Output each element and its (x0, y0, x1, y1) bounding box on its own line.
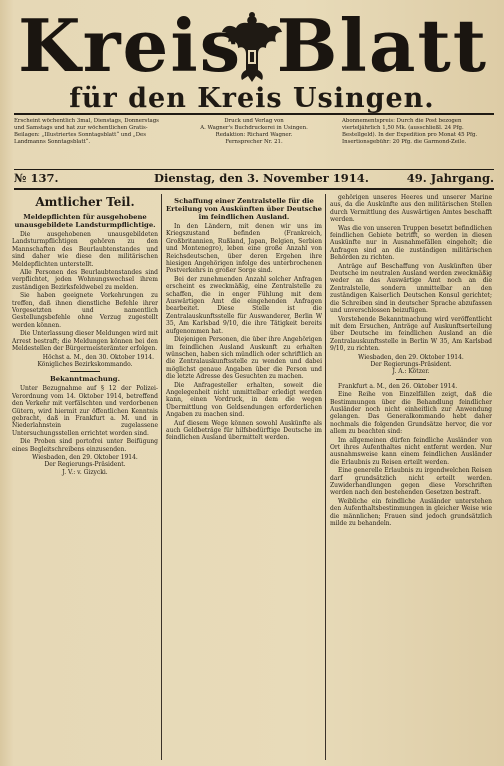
article-paragraph: Auf diesem Wege können sowohl Auskünfte als auch Geldbeträge für hilfsbedürftige Deutsche im feindlichen Ausland übermittelt werden. (166, 419, 322, 442)
volume-year: 49. Jahrgang. (406, 171, 494, 185)
masthead-subtitle: für den Kreis Usingen. (69, 83, 435, 114)
subscription-info: Abonnementspreis: Durch die Post bezogen vierteljährlich 1,50 Mk. (ausschließl. 24 Pfg. Bestellgeld). In der Expedition pro Monat 45 Pfg. Insertionsgebühr: 20 Pfg. die Garmond-Zeile. (342, 118, 478, 145)
dateline (14, 170, 494, 190)
publication-schedule: Erscheint wöchentlich 3mal, Dienstags, Donnerstags und Samstags und hat zur wöchentlichen Gratis-Beilagen: „Illustriertes Sonntagsblatt“ und „Des Landmanns Sonntagsblatt“. (14, 118, 159, 145)
publisher-info (174, 118, 334, 146)
article-heading: Schaffung einer Zentralstelle für die Erteilung von Auskünften über Deutsche im feindlichen Ausland. (166, 197, 322, 221)
article-signature-name: J. A.: Kötzer. (392, 368, 430, 376)
article-signature-date: Höchst a. M., den 30. Oktober 1914. (42, 353, 154, 361)
article-separator (396, 379, 426, 380)
column-right (330, 194, 492, 762)
article-paragraph: Eine generelle Erlaubnis zu irgendwelchen Reisen darf grundsätzlich nicht erteilt werden. Zuwiderhandlungen gegen diese Vorschriften werden nach den bestehenden Gesetzen bestraft. (330, 467, 492, 497)
article-signature-authority: Der Regierungs-Präsident. (44, 461, 126, 469)
article-paragraph: In den Ländern, mit denen wir uns im Kriegszustand befinden (Frankreich, Großbritannien, Rußland, Japan, Belgien, Serbien und Montenegro), leben eine große Anzahl von Reichsdeutschen, über deren Ergehen ihre hiesigen Angehörigen infolge des unterbrochenen Postverkehrs in großer Sorge sind. (166, 223, 322, 275)
masthead-title-right: Blatt (276, 3, 488, 88)
masthead-title-left: Kreis (18, 3, 243, 88)
article-paragraph: Weibliche ein feindliche Ausländer unterstehen den Aufenthaltsbestimmungen in gleicher Weise wie die männlichen; Frauen sind jedoch grundsätzlich milde zu behandeln. (330, 497, 492, 528)
article-paragraph: Alle Personen des Beurlaubtenstandes sind verpflichtet, jeden Wohnungswechsel ihrem zuständigen Bezirksfeldwebel zu melden. (12, 269, 158, 291)
article-signature-date: Wiesbaden, den 29. Oktober 1914. (358, 353, 464, 361)
section-title: Amtlicher Teil. (35, 195, 135, 209)
publication-info-bar (14, 113, 494, 170)
article-paragraph: Die Unterlassung dieser Meldungen wird mit Arrest bestraft; die Meldungen können bei den Meldestellen der Bürgermeisterämter erfolgen. (12, 330, 158, 353)
column-rule (325, 194, 326, 760)
article-paragraph: Unter Bezugnahme auf § 12 der Polizei-Verordnung vom 14. Oktober 1914, betreffend den Verkehr mit verfälschten und verdorbenen Gütern, wird hiermit zur öffentlichen Kenntnis gebracht, daß in Frankfurt a. M. und in Niederlahnstein zugelassene Untersuchungsstellen errichtet worden sind. (12, 385, 158, 437)
article-signature-authority: Der Regierungs-Präsident. (370, 360, 452, 368)
article-paragraph: Bei der zunehmenden Anzahl solcher Anfragen erscheint es zweckmäßig, eine Zentralstelle zu schaffen, die in enger Fühlung mit dem Auswärtigen Amt die eingehenden Anfragen bearbeitet. Diese Stelle ist die Zentralauskunftsstelle für Auswanderer, Berlin W 35, Am Karlsbad 9/10, die ihre Tätigkeit bereits aufgenommen hat. (166, 275, 322, 335)
column-rule (161, 194, 162, 760)
column-middle (166, 194, 322, 762)
publisher-name: A. Wagner's Buchdruckerei in Usingen. (200, 125, 308, 131)
article-paragraph: Was die von unseren Truppen besetzt befindlichen feindlichen Gebiete betrifft, so werden in diesen Auskünfte nur in Ausnahmefällen eingeholt; die Anfragen sind an die zuständigen militärischen Behörden zu richten. (330, 224, 492, 262)
article-paragraph: Die ausgehobenen unausgebildeten Landsturmpflichtigen gehören zu den Mannschaften des Beurlaubtenstandes und sind daher wie diese den militärischen Meldepflichten unterstellt. (12, 231, 158, 268)
article-heading: Meldepflichten für ausgehobene unausgebildete Landsturmpflichtige. (14, 213, 156, 229)
article-paragraph: Die Proben sind portofrei unter Beifügung eines Begleitschreibens einzusenden. (12, 438, 158, 453)
article-separator (70, 371, 100, 372)
article-heading: Bekanntmachung. (50, 375, 120, 384)
article-signature-authority: Königliches Bezirkskommando. (37, 360, 133, 368)
editor-line: Redaktion: Richard Wagner. (215, 132, 293, 138)
column-left (12, 194, 158, 762)
masthead (0, 3, 504, 114)
article-paragraph: Eine Reihe von Einzelfällen zeigt, daß die Bestimmungen über die Behandlung feindlicher Ausländer noch nicht einheitlich zur Anwendung gelangen. Das Generalkommando hebt daher nochmals die folgenden Grundsätze hervor, die vor allem zu beachten sind: (330, 391, 492, 436)
issue-number: № 137. (14, 171, 59, 185)
article-paragraph: Die Anfragesteller erhalten, soweit die Angelegenheit nicht unmittelbar erledigt werden kann, einen Vordruck, in dem die wegen Übermittlung von Geldsendungen erforderlichen Angaben zu machen sind. (166, 381, 322, 419)
article-paragraph: gehörigen unseres Heeres und unserer Marine aus, da die Auskünfte aus den militärischen Stellen durch Vermittlung des Auswärtigen Amtes beschafft werden. (330, 194, 492, 224)
phone-line: Fernsprecher Nr. 21. (225, 139, 283, 145)
article-paragraph: Frankfurt a. M., den 26. Oktober 1914. (338, 382, 458, 390)
article-signature-name: J. V.: v. Gizycki. (62, 468, 108, 476)
article-paragraph: Anträge auf Beschaffung von Auskünften über Deutsche im neutralen Ausland werden zweckmäßig weder an das Auswärtige Amt noch an die Zentralstelle, sondern unmittelbar an den zuständigen Kaiserlich Deutschen Konsul gerichtet; die Schreiben sind in deutscher Sprache abzufassen und unverschlossen beizufügen. (330, 262, 492, 315)
article-signature-date: Wiesbaden, den 29. Oktober 1914. (32, 453, 138, 461)
publisher-line: Druck und Verlag von (224, 118, 284, 124)
issue-date: Dienstag, den 3. November 1914. (154, 171, 369, 185)
article-paragraph: Sie haben geeignete Vorkehrungen zu treffen, daß ihnen dienstliche Befehle ihrer Vorgesetzten und namentlich Gestellungsbefehle ohne Verzug zugestellt werden können. (12, 292, 158, 329)
article-paragraph: Im allgemeinen dürfen feindliche Ausländer von Ort ihres Aufenthaltes nicht entfernt werden. Nur ausnahmsweise kann einem feindlichen Ausländer die Erlaubnis zu Reisen erteilt werden. (330, 436, 492, 466)
article-paragraph: Vorstehende Bekanntmachung wird veröffentlicht mit dem Ersuchen, Anträge auf Auskunftserteilung über Deutsche im feindlichen Ausland an die Zentralauskunftsstelle in Berlin W 35, Am Karlsbad 9/10, zu richten. (330, 315, 492, 353)
article-paragraph: Diejenigen Personen, die über ihre Angehörigen im feindlichen Ausland Auskunft zu erhalten wünschen, haben sich mündlich oder schriftlich an die Zentralauskunftsstelle zu wenden und dabei möglichst genaue Angaben über die Person und die letzte Adresse des Gesuchten zu machen. (166, 336, 322, 381)
